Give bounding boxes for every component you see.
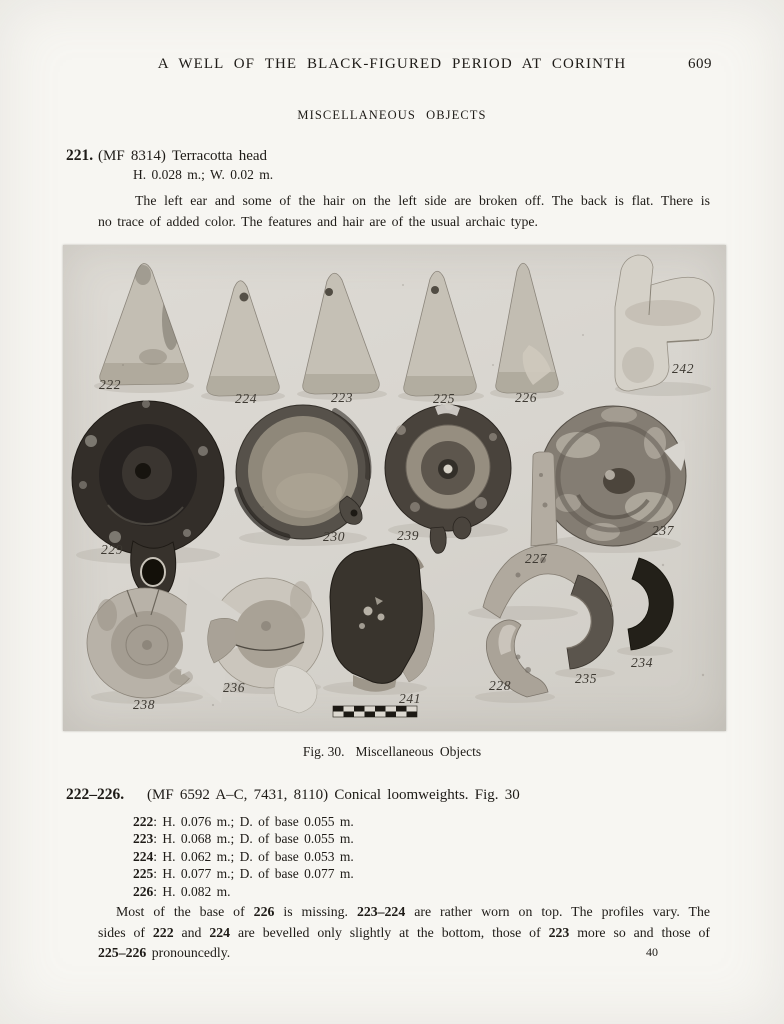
figure-label-236: 236 (223, 680, 246, 695)
entry-221-number: 221. (66, 147, 94, 164)
suspension-hole (325, 288, 333, 296)
note-line: 225–226 pronouncedly. (98, 945, 231, 960)
entry-221-title: (MF 8314) Terracotta head (98, 148, 268, 164)
measurement-row: 223: H. 0.068 m.; D. of base 0.055 m. (133, 831, 354, 847)
lamp-229-shape (72, 400, 224, 599)
sherd-241-shape (330, 544, 434, 692)
figure-label-227: 227 (525, 551, 548, 566)
entry-221-dimensions: H. 0.028 m.; W. 0.02 m. (133, 167, 274, 182)
figure-caption (0, 744, 784, 760)
page-number: 609 (688, 56, 712, 72)
measurement-row: 225: H. 0.077 m.; D. of base 0.077 m. (133, 866, 354, 882)
fragment-242-shape (615, 255, 714, 391)
measurement-row: 226: H. 0.082 m. (133, 883, 231, 899)
entry-222-226-note (98, 902, 710, 964)
loomweight-222-shape (93, 264, 193, 390)
suspension-hole (431, 286, 439, 294)
figure-photo-illustration (63, 245, 726, 731)
signature-number: 40 (646, 945, 658, 959)
description-line: no trace of added color. The features and hair are of the usual archaic type. (98, 213, 538, 229)
figure-label-223: 223 (331, 390, 354, 405)
lamp-nozzle (430, 527, 446, 553)
figure-label-225: 225 (433, 391, 456, 406)
running-head-title: A WELL OF THE BLACK-FIGURED PERIOD AT CORINTH (157, 56, 627, 72)
figure-caption-number: Fig. 30. (302, 744, 345, 759)
figure-label-229: 229 (101, 542, 124, 557)
loomweight-226-shape (490, 263, 566, 398)
suspension-hole (240, 293, 249, 302)
loomweight-225-shape (398, 271, 482, 400)
section-heading: MISCELLANEOUS OBJECTS (297, 108, 487, 122)
figure-label-239: 239 (397, 528, 420, 543)
entry-222-226-title: (MF 6592 A–C, 7431, 8110) Conical loomweights. Fig. 30 (147, 787, 520, 803)
measurement-row: 222: H. 0.076 m.; D. of base 0.055 m. (133, 814, 354, 829)
measurement-row: 224: H. 0.062 m.; D. of base 0.053 m. (133, 848, 354, 864)
figure-label-241: 241 (399, 691, 422, 706)
lamp-230-shape (236, 405, 370, 539)
fragment-234-shape (628, 558, 673, 650)
entry-221-description (98, 191, 710, 232)
figure-label-226: 226 (515, 390, 538, 405)
figure-label-237: 237 (652, 523, 675, 538)
figure-label-228: 228 (489, 678, 512, 693)
figure-label-230: 230 (323, 529, 346, 544)
loomweight-224-shape (201, 281, 285, 400)
figure-label-224: 224 (235, 391, 258, 406)
figure-label-238: 238 (133, 697, 156, 712)
photo-scale-bar (333, 706, 417, 717)
figure-caption-title: Miscellaneous Objects (355, 744, 482, 759)
loomweight-223-shape (297, 273, 385, 398)
measurement-list (133, 813, 354, 900)
figure-label-234: 234 (631, 655, 654, 670)
figure-label-242: 242 (672, 361, 695, 376)
note-line: Most of the base of 226 is missing. 223–224 are rather worn on top. The profiles vary. The (116, 904, 710, 919)
note-line: sides of 222 and 224 are bevelled only slightly at the bottom, those of 223 more so and those of (98, 924, 710, 940)
figure-30-photograph (63, 245, 726, 731)
description-line: The left ear and some of the hair on the left side are broken off. The back is flat. There is (135, 193, 710, 208)
figure-label-235: 235 (575, 671, 598, 686)
entry-222-226-number: 222–226. (66, 786, 125, 803)
figure-label-222: 222 (99, 377, 122, 392)
